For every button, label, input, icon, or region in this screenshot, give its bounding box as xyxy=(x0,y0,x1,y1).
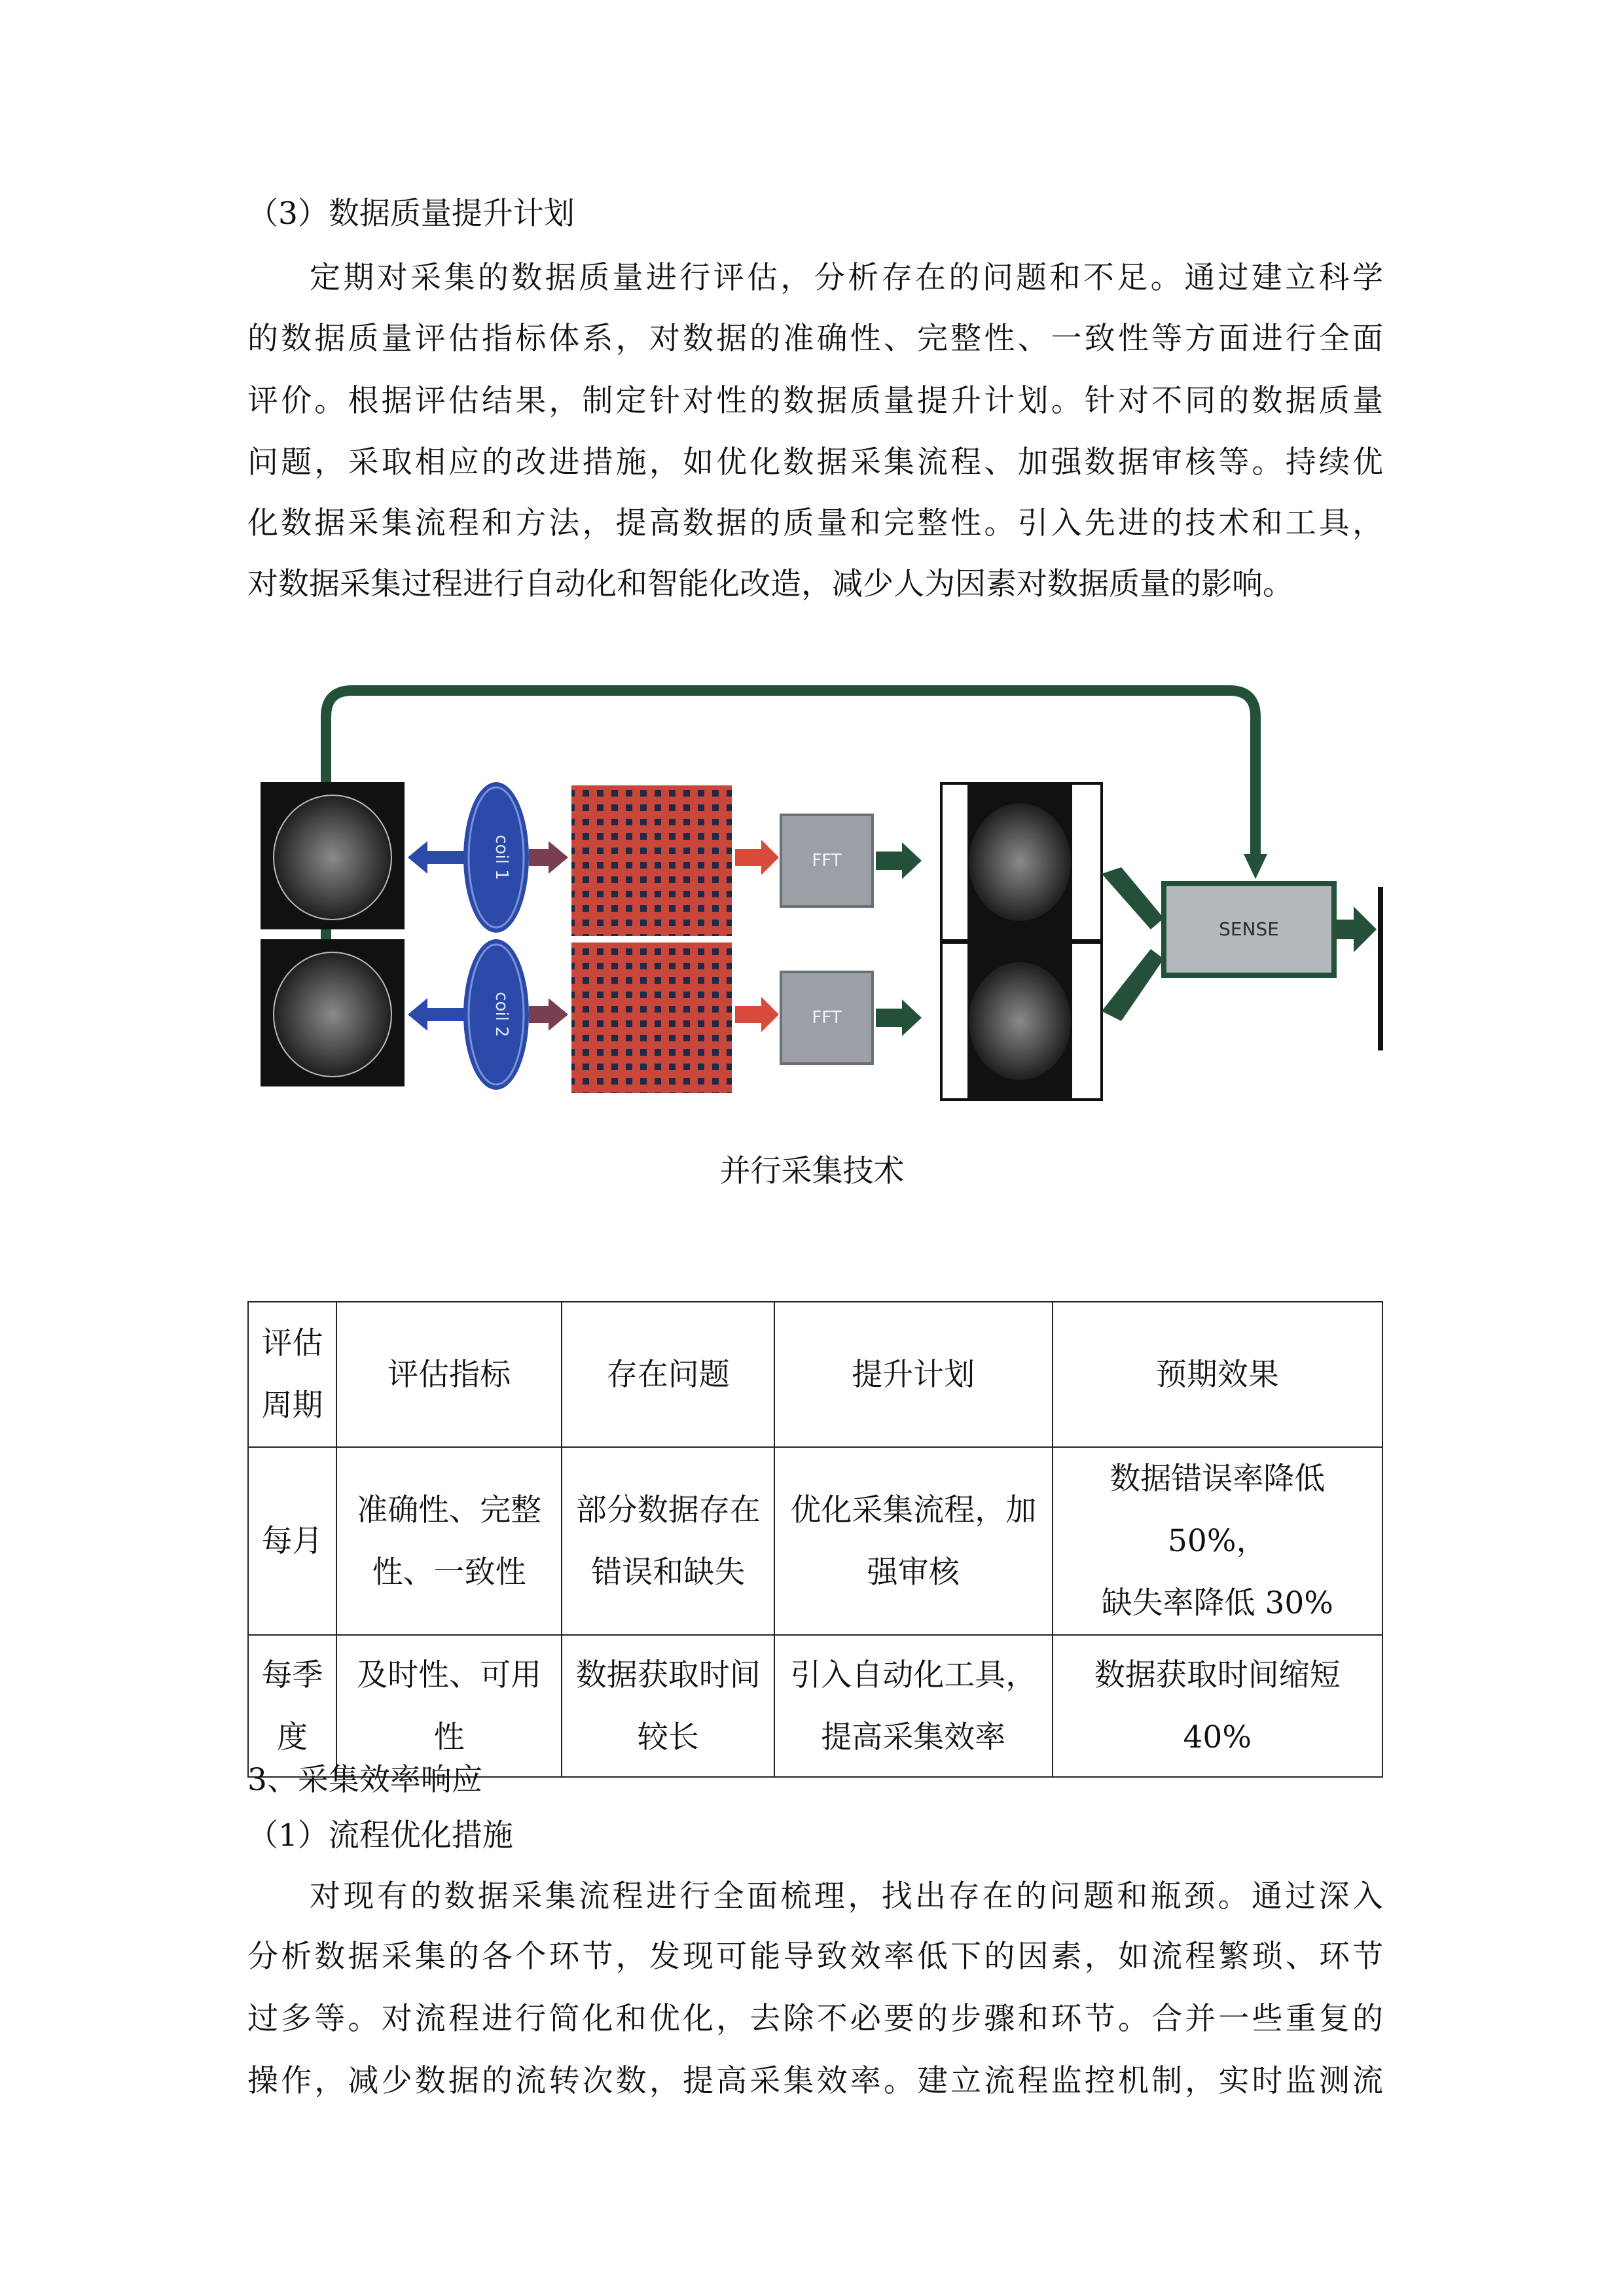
output-arrow xyxy=(1334,906,1377,952)
header-cell: 存在问题 xyxy=(562,1302,774,1447)
paragraph-line: 评价。根据评估结果，制定针对性的数据质量提升计划。针对不同的数据质量 xyxy=(247,383,1383,419)
fft-label-1: FFT xyxy=(812,851,842,870)
table-row xyxy=(248,1635,1382,1777)
table-cell: 准确性、完整 性、一致性 xyxy=(336,1447,562,1635)
table-cell: 引入自动化工具， 提高采集效率 xyxy=(774,1635,1052,1777)
paragraph-line: 问题，采取相应的改进措施，如优化数据采集流程、加强数据审核等。持续优 xyxy=(247,444,1383,480)
paragraph-line: 对数据采集过程进行自动化和智能化改造，减少人为因素对数据质量的影响。 xyxy=(247,566,1293,602)
figure-caption: 并行采集技术 xyxy=(719,1153,905,1189)
header-cell: 评估指标 xyxy=(336,1302,562,1447)
table-header-row xyxy=(248,1302,1382,1447)
kspace-grid-1 xyxy=(571,785,732,936)
paragraph-line: 过多等。对流程进行简化和优化，去除不必要的步骤和环节。合并一些重复的 xyxy=(247,2001,1383,2037)
table-cell: 及时性、可用 性 xyxy=(336,1635,562,1777)
paragraph-line: 分析数据采集的各个环节，发现可能导致效率低下的因素，如流程繁琐、环节 xyxy=(247,1939,1383,1975)
section-heading-quality: （3）数据质量提升计划 xyxy=(247,196,575,232)
paragraph-line: 对现有的数据采集流程进行全面梳理，找出存在的问题和瓶颈。通过深入 xyxy=(310,1878,1383,1914)
arrow-coil1-kspace xyxy=(529,841,568,874)
output-image-edge xyxy=(1378,887,1383,1050)
table-cell: 每月 xyxy=(248,1447,336,1635)
kspace-grid-2 xyxy=(571,942,732,1093)
table-cell: 优化采集流程，加 强审核 xyxy=(774,1447,1052,1635)
table-cell: 数据错误率降低 50%， 缺失率降低 30% xyxy=(1053,1447,1382,1635)
paragraph-line: 定期对采集的数据质量进行评估，分析存在的问题和不足。通过建立科学 xyxy=(310,260,1383,296)
arrow-kspace-fft-1 xyxy=(735,840,779,875)
feedback-arrowhead xyxy=(1244,854,1267,879)
paragraph-line: 化数据采集流程和方法，提高数据的质量和完整性。引入先进的技术和工具， xyxy=(247,505,1383,541)
header-cell: 提升计划 xyxy=(774,1302,1052,1447)
parallel-acquisition-figure xyxy=(247,671,1383,1149)
table-cell: 每季 度 xyxy=(248,1635,336,1777)
arrow-fft-image-2 xyxy=(876,999,922,1036)
arrow-fft-image-1 xyxy=(876,842,922,879)
table-row xyxy=(248,1447,1382,1635)
header-cell: 评估 周期 xyxy=(248,1302,336,1447)
header-cell: 预期效果 xyxy=(1053,1302,1382,1447)
coil-1-label: coil 1 xyxy=(492,834,511,880)
section-heading-efficiency: 3、采集效率响应 xyxy=(247,1762,482,1798)
table-cell: 数据获取时间 较长 xyxy=(562,1635,774,1777)
arrow-coil2-kspace xyxy=(529,998,568,1031)
fft-label-2: FFT xyxy=(812,1008,842,1028)
table-cell: 部分数据存在 错误和缺失 xyxy=(562,1447,774,1635)
arrow-kspace-fft-2 xyxy=(735,997,779,1032)
table-cell: 数据获取时间缩短 40% xyxy=(1053,1635,1382,1777)
quality-evaluation-table xyxy=(247,1301,1383,1778)
merge-arrow-bottom xyxy=(1102,949,1164,1021)
merge-arrow-top xyxy=(1102,867,1164,929)
coil-2-label: coil 2 xyxy=(492,992,511,1037)
sense-label: SENSE xyxy=(1219,918,1279,940)
paragraph-line: 的数据质量评估指标体系，对数据的准确性、完整性、一致性等方面进行全面 xyxy=(247,321,1383,357)
subheading-process-optimization: （1）流程优化措施 xyxy=(247,1818,513,1854)
paragraph-line: 操作，减少数据的流转次数，提高采集效率。建立流程监控机制，实时监测流 xyxy=(247,2063,1383,2099)
